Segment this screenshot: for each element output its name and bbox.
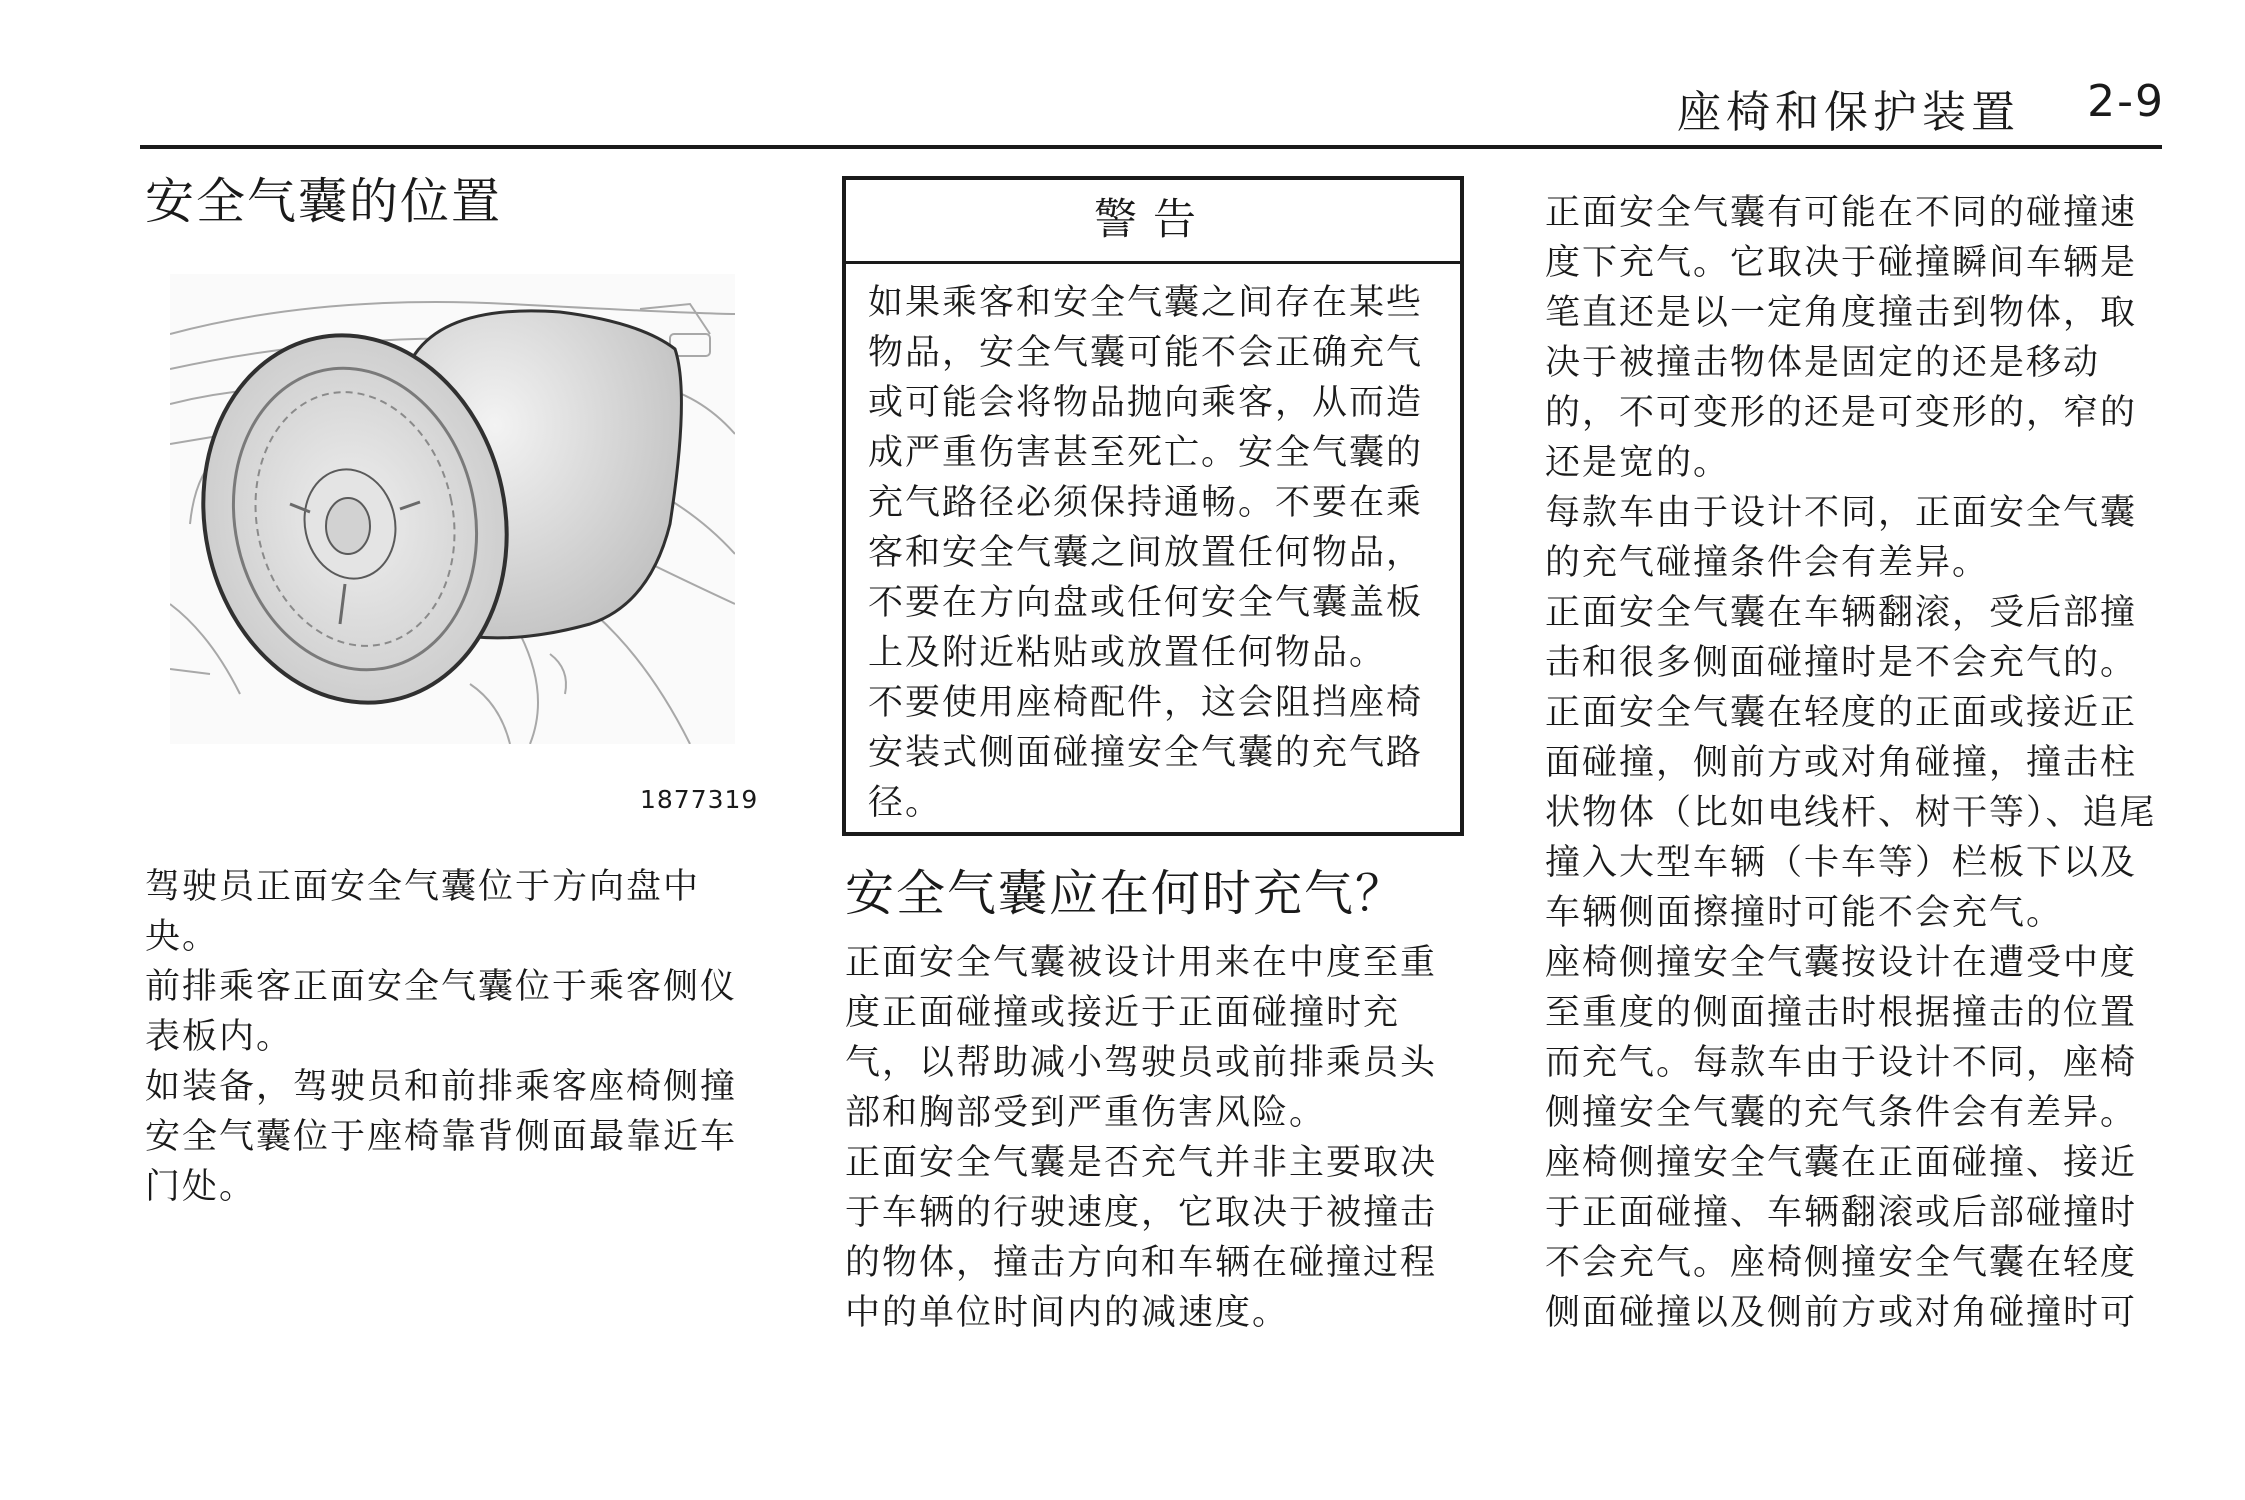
airbag-illustration bbox=[170, 274, 735, 744]
header-divider bbox=[140, 145, 2162, 149]
running-header-title: 座椅和保护装置 bbox=[1677, 87, 2020, 138]
paragraph: 座椅侧撞安全气囊在正面碰撞、接近于正面碰撞、车辆翻滚或后部碰撞时不会充气。座椅侧撞安全气囊在轻度侧面碰撞以及侧前方或对角碰撞时可 bbox=[1545, 1143, 2138, 1333]
page-number: 2-9 bbox=[2087, 76, 2165, 127]
paragraph: 不要使用座椅配件，这会阻挡座椅安装式侧面碰撞安全气囊的充气路径。 bbox=[868, 683, 1424, 823]
warning-body bbox=[846, 264, 1460, 828]
paragraph: 如果乘客和安全气囊之间存在某些物品，安全气囊可能不会正确充气或可能会将物品抛向乘客，从而造成严重伤害甚至死亡。安全气囊的充气路径必须保持通畅。不要在乘客和安全气囊之间放置任何物品，不要在方向盘或任何安全气囊盖板上及附近粘贴或放置任何物品。 bbox=[868, 283, 1424, 673]
figure-id: 1877319 bbox=[640, 785, 759, 814]
section-heading-when-inflate: 安全气囊应在何时充气？ bbox=[845, 865, 1407, 922]
column-2-text bbox=[845, 938, 1471, 1338]
paragraph: 正面安全气囊是否充气并非主要取决于车辆的行驶速度，它取决于被撞击的物体，撞击方向和车辆在碰撞过程中的单位时间内的减速度。 bbox=[845, 1143, 1438, 1333]
paragraph: 正面安全气囊在车辆翻滚，受后部撞击和很多侧面碰撞时是不会充气的。 bbox=[1545, 593, 2138, 683]
paragraph: 驾驶员正面安全气囊位于方向盘中央。 bbox=[145, 867, 701, 957]
paragraph: 正面安全气囊在轻度的正面或接近正面碰撞，侧前方或对角碰撞，撞击柱状物体（比如电线杆、树干等）、追尾撞入大型车辆（卡车等）栏板下以及车辆侧面擦撞时可能不会充气。 bbox=[1545, 693, 2157, 933]
paragraph: 每款车由于设计不同，正面安全气囊的充气碰撞条件会有差异。 bbox=[1545, 493, 2138, 583]
paragraph: 正面安全气囊被设计用来在中度至重度正面碰撞或接近于正面碰撞时充气，以帮助减小驾驶员或前排乘员头部和胸部受到严重伤害风险。 bbox=[845, 943, 1438, 1133]
column-3-text bbox=[1545, 188, 2171, 1338]
column-1-text bbox=[145, 862, 745, 1212]
paragraph: 如装备，驾驶员和前排乘客座椅侧撞安全气囊位于座椅靠背侧面最靠近车门处。 bbox=[145, 1067, 738, 1207]
warning-box bbox=[842, 176, 1464, 836]
paragraph: 前排乘客正面安全气囊位于乘客侧仪表板内。 bbox=[145, 967, 738, 1057]
paragraph: 座椅侧撞安全气囊按设计在遭受中度至重度的侧面撞击时根据撞击的位置而充气。每款车由于设计不同，座椅侧撞安全气囊的充气条件会有差异。 bbox=[1545, 943, 2138, 1133]
paragraph: 正面安全气囊有可能在不同的碰撞速度下充气。它取决于碰撞瞬间车辆是笔直还是以一定角度撞击到物体，取决于被撞击物体是固定的还是移动的，不可变形的还是可变形的，窄的还是宽的。 bbox=[1545, 193, 2138, 483]
warning-title: 警告 bbox=[846, 180, 1460, 264]
section-heading-airbag-locations: 安全气囊的位置 bbox=[145, 173, 503, 230]
